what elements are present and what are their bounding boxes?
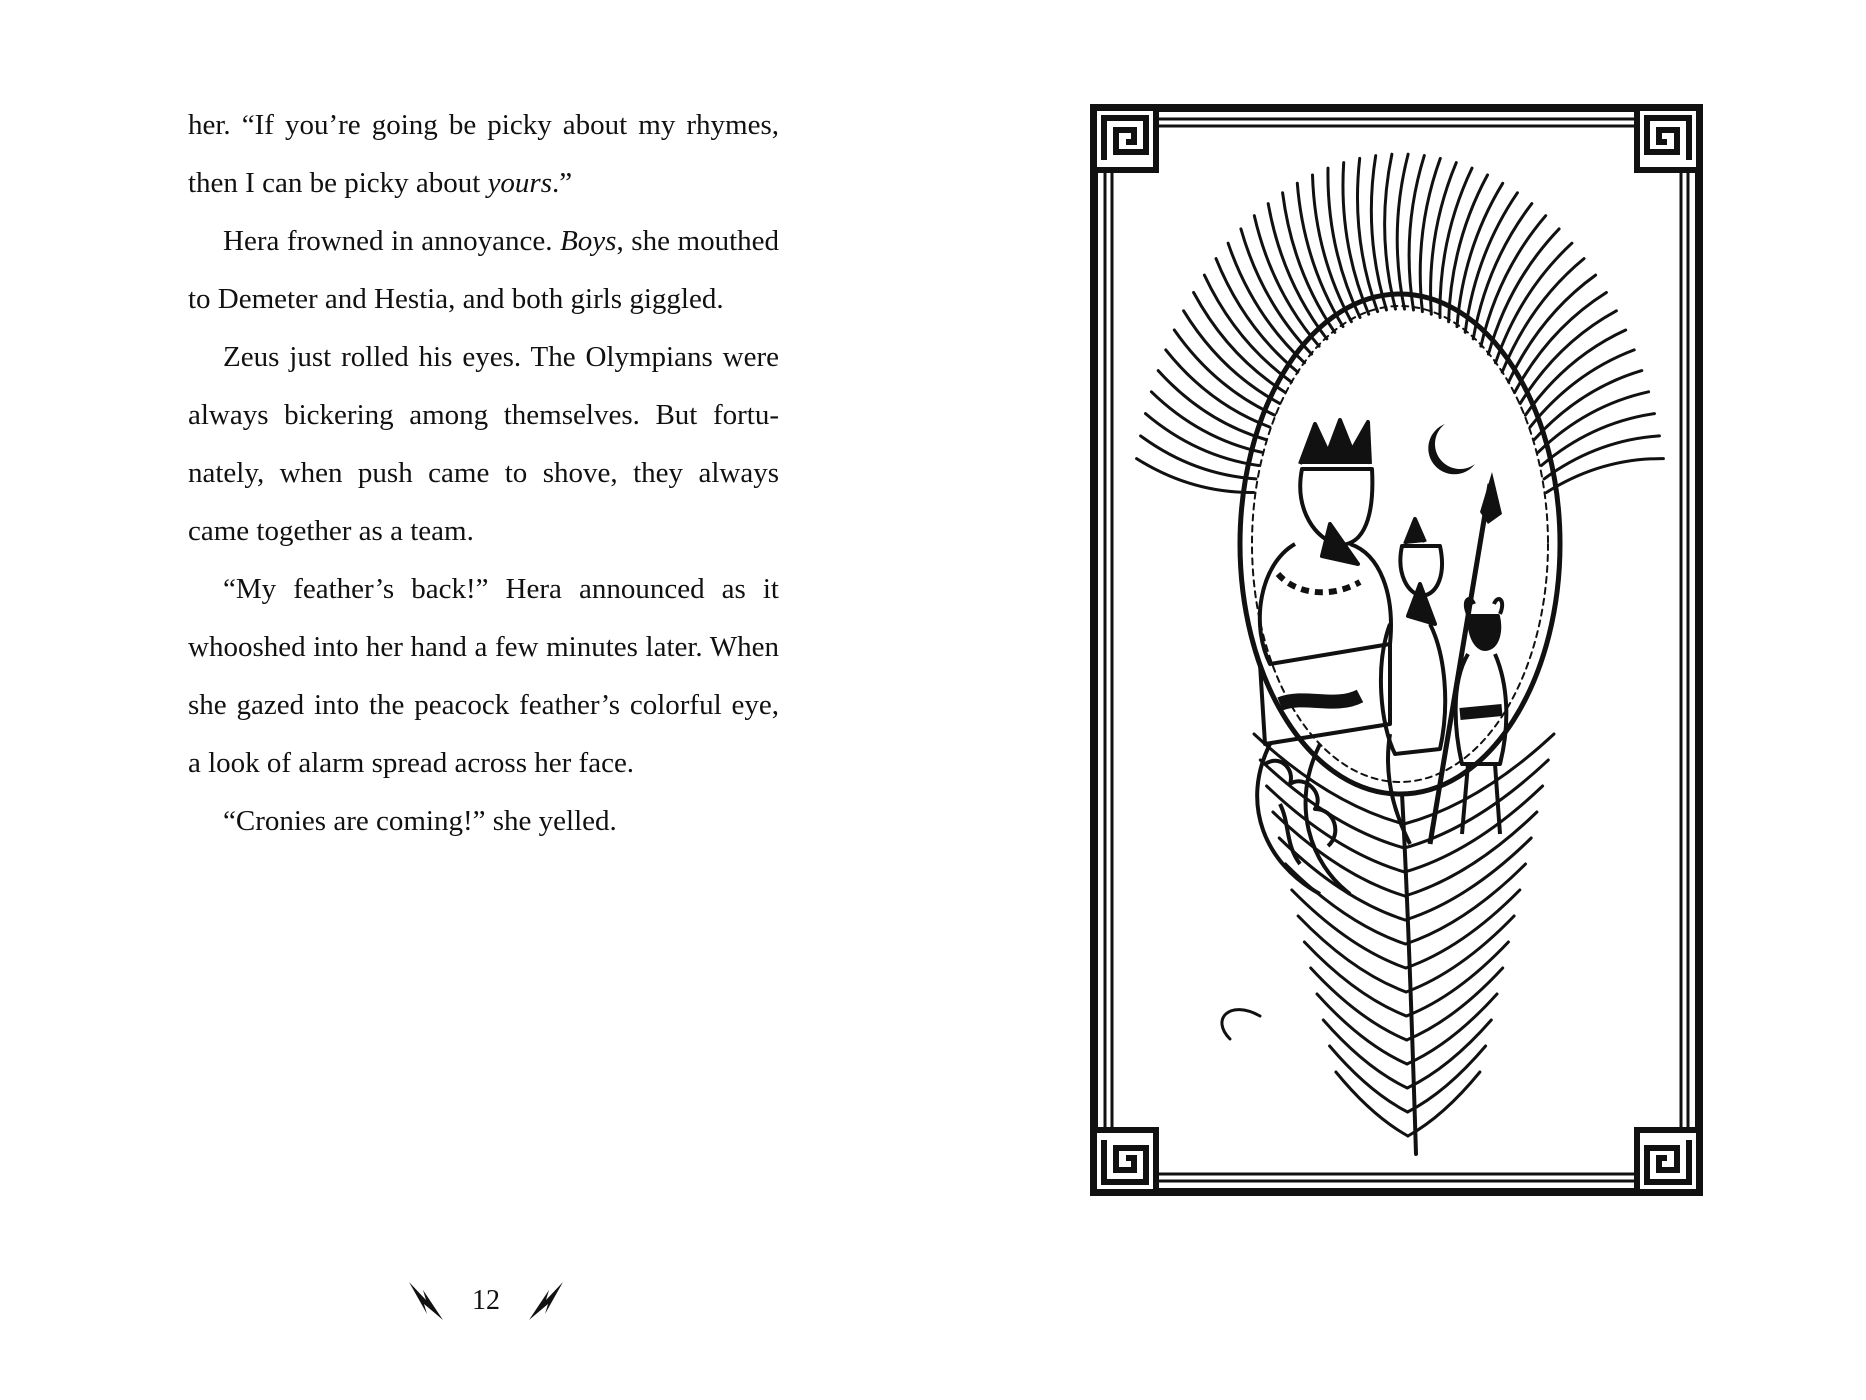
feather-barb xyxy=(1241,229,1312,354)
feather-barb xyxy=(1146,414,1259,466)
lightning-bolt-icon xyxy=(406,1278,446,1324)
feather-barb xyxy=(1544,436,1659,479)
feather-barb xyxy=(1431,163,1457,315)
feather-barb xyxy=(1292,890,1406,968)
page-number: 12 xyxy=(472,1285,500,1316)
feather-barb xyxy=(1397,154,1408,309)
illustration-svg xyxy=(1090,104,1703,1196)
feather-barb xyxy=(1343,163,1369,315)
peacock-feather-icon xyxy=(1137,154,1664,1154)
cronie-warrior-icon xyxy=(1257,420,1506,894)
lightning-bolt-icon xyxy=(526,1278,566,1324)
text-segment: Zeus just rolled his eyes. The Olympians were always bickering among themselves. But fortunately, when push came to shove, they always came together as a team. xyxy=(188,341,779,547)
italic-text: Boys xyxy=(560,225,617,257)
feather-barb xyxy=(1405,786,1543,872)
greek-key-corner xyxy=(1094,108,1156,170)
text-column xyxy=(188,96,779,850)
feather-barb xyxy=(1546,459,1663,493)
paragraph xyxy=(188,328,779,560)
feather-barb xyxy=(1286,864,1406,944)
text-segment: .” xyxy=(552,167,573,199)
feather-barb xyxy=(1385,154,1396,309)
feather-barb xyxy=(1405,838,1531,920)
feather-barb xyxy=(1141,436,1256,479)
text-segment: her. “If you’re going be picky about my rhymes, then I can be picky about xyxy=(188,109,779,199)
feather-barb xyxy=(1158,371,1265,440)
italic-text: yours xyxy=(487,167,553,199)
text-segment: “Cronies are coming!” she yelled. xyxy=(223,805,617,837)
text-segment: Hera frowned in annoyance. xyxy=(223,225,561,257)
crescent-moon-icon xyxy=(1428,424,1475,474)
greek-key-frame xyxy=(1094,108,1699,1192)
illustration xyxy=(1090,104,1703,1196)
paragraph xyxy=(188,560,779,792)
paragraph xyxy=(188,96,779,212)
paragraph xyxy=(188,212,779,328)
feather-barb xyxy=(1404,760,1548,848)
folio xyxy=(406,1276,566,1326)
feather-barb xyxy=(1313,175,1352,322)
feather-barb xyxy=(1405,812,1537,896)
feather-barb xyxy=(1481,216,1546,347)
feather-barb xyxy=(1254,734,1404,824)
text-segment: “My feather’s back!” Hera announced as it whooshed into her hand a few minutes later. When she gazed into the peacock feather’s colorful eye, a look of alarm spread across her face. xyxy=(188,573,779,779)
paragraph xyxy=(188,792,779,850)
text-segment: , she mouthed to Demeter and Hestia, and both girls giggled. xyxy=(188,225,779,315)
